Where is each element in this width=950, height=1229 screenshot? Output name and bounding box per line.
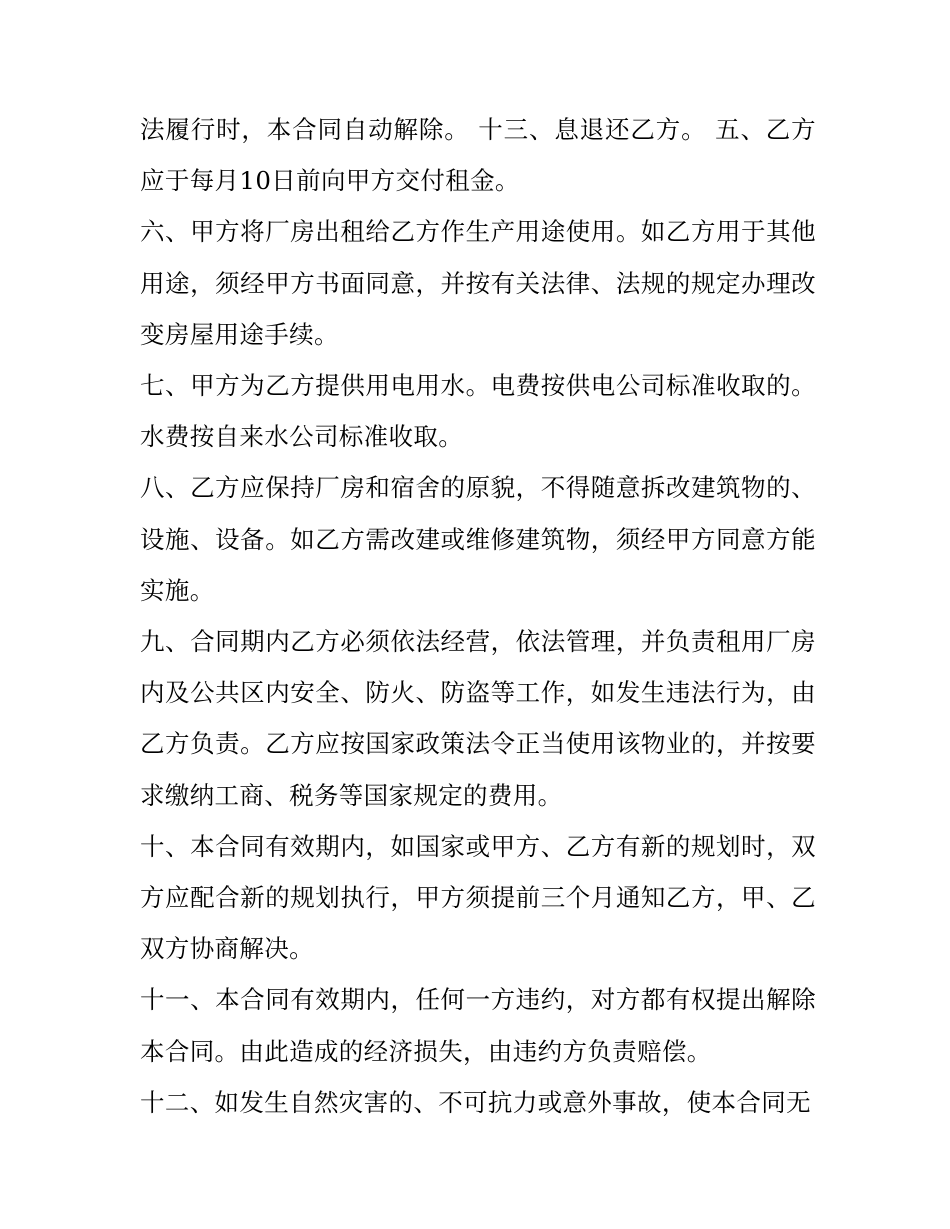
paragraph-clause-7: 七、甲方为乙方提供用电用水。电费按供电公司标准收取的。水费按自来水公司标准收取。 (140, 371, 816, 452)
document-body (140, 104, 816, 1128)
paragraph-clause-10: 十、本合同有效期内，如国家或甲方、乙方有新的规划时，双方应配合新的规划执行，甲方须提前三个月通知乙方，甲、乙双方协商解决。 (140, 831, 816, 964)
paragraph-clause-11: 十一、本合同有效期内，任何一方违约，对方都有权提出解除本合同。由此造成的经济损失，由违约方负责赔偿。 (140, 985, 816, 1066)
paragraph-clause-12: 十二、如发生自然灾害的、不可抗力或意外事故，使本合同无 (140, 1087, 811, 1117)
paragraph-termination-continued: 法履行时，本合同自动解除。 十三、息退还乙方。 五、乙方应于每月10日前向甲方交付租金。 (140, 115, 816, 196)
paragraph-clause-6: 六、甲方将厂房出租给乙方作生产用途使用。如乙方用于其他用途，须经甲方书面同意，并按有关法律、法规的规定办理改变房屋用途手续。 (140, 217, 816, 349)
paragraph-clause-8: 八、乙方应保持厂房和宿舍的原貌，不得随意拆改建筑物的、设施、设备。如乙方需改建或维修建筑物，须经甲方同意方能实施。 (140, 473, 816, 605)
paragraph-clause-9: 九、合同期内乙方必须依法经营，依法管理，并负责租用厂房内及公共区内安全、防火、防盗等工作，如发生违法行为，由乙方负责。乙方应按国家政策法令正当使用该物业的，并按要求缴纳工商、税务等国家规定的费用。 (140, 627, 816, 810)
